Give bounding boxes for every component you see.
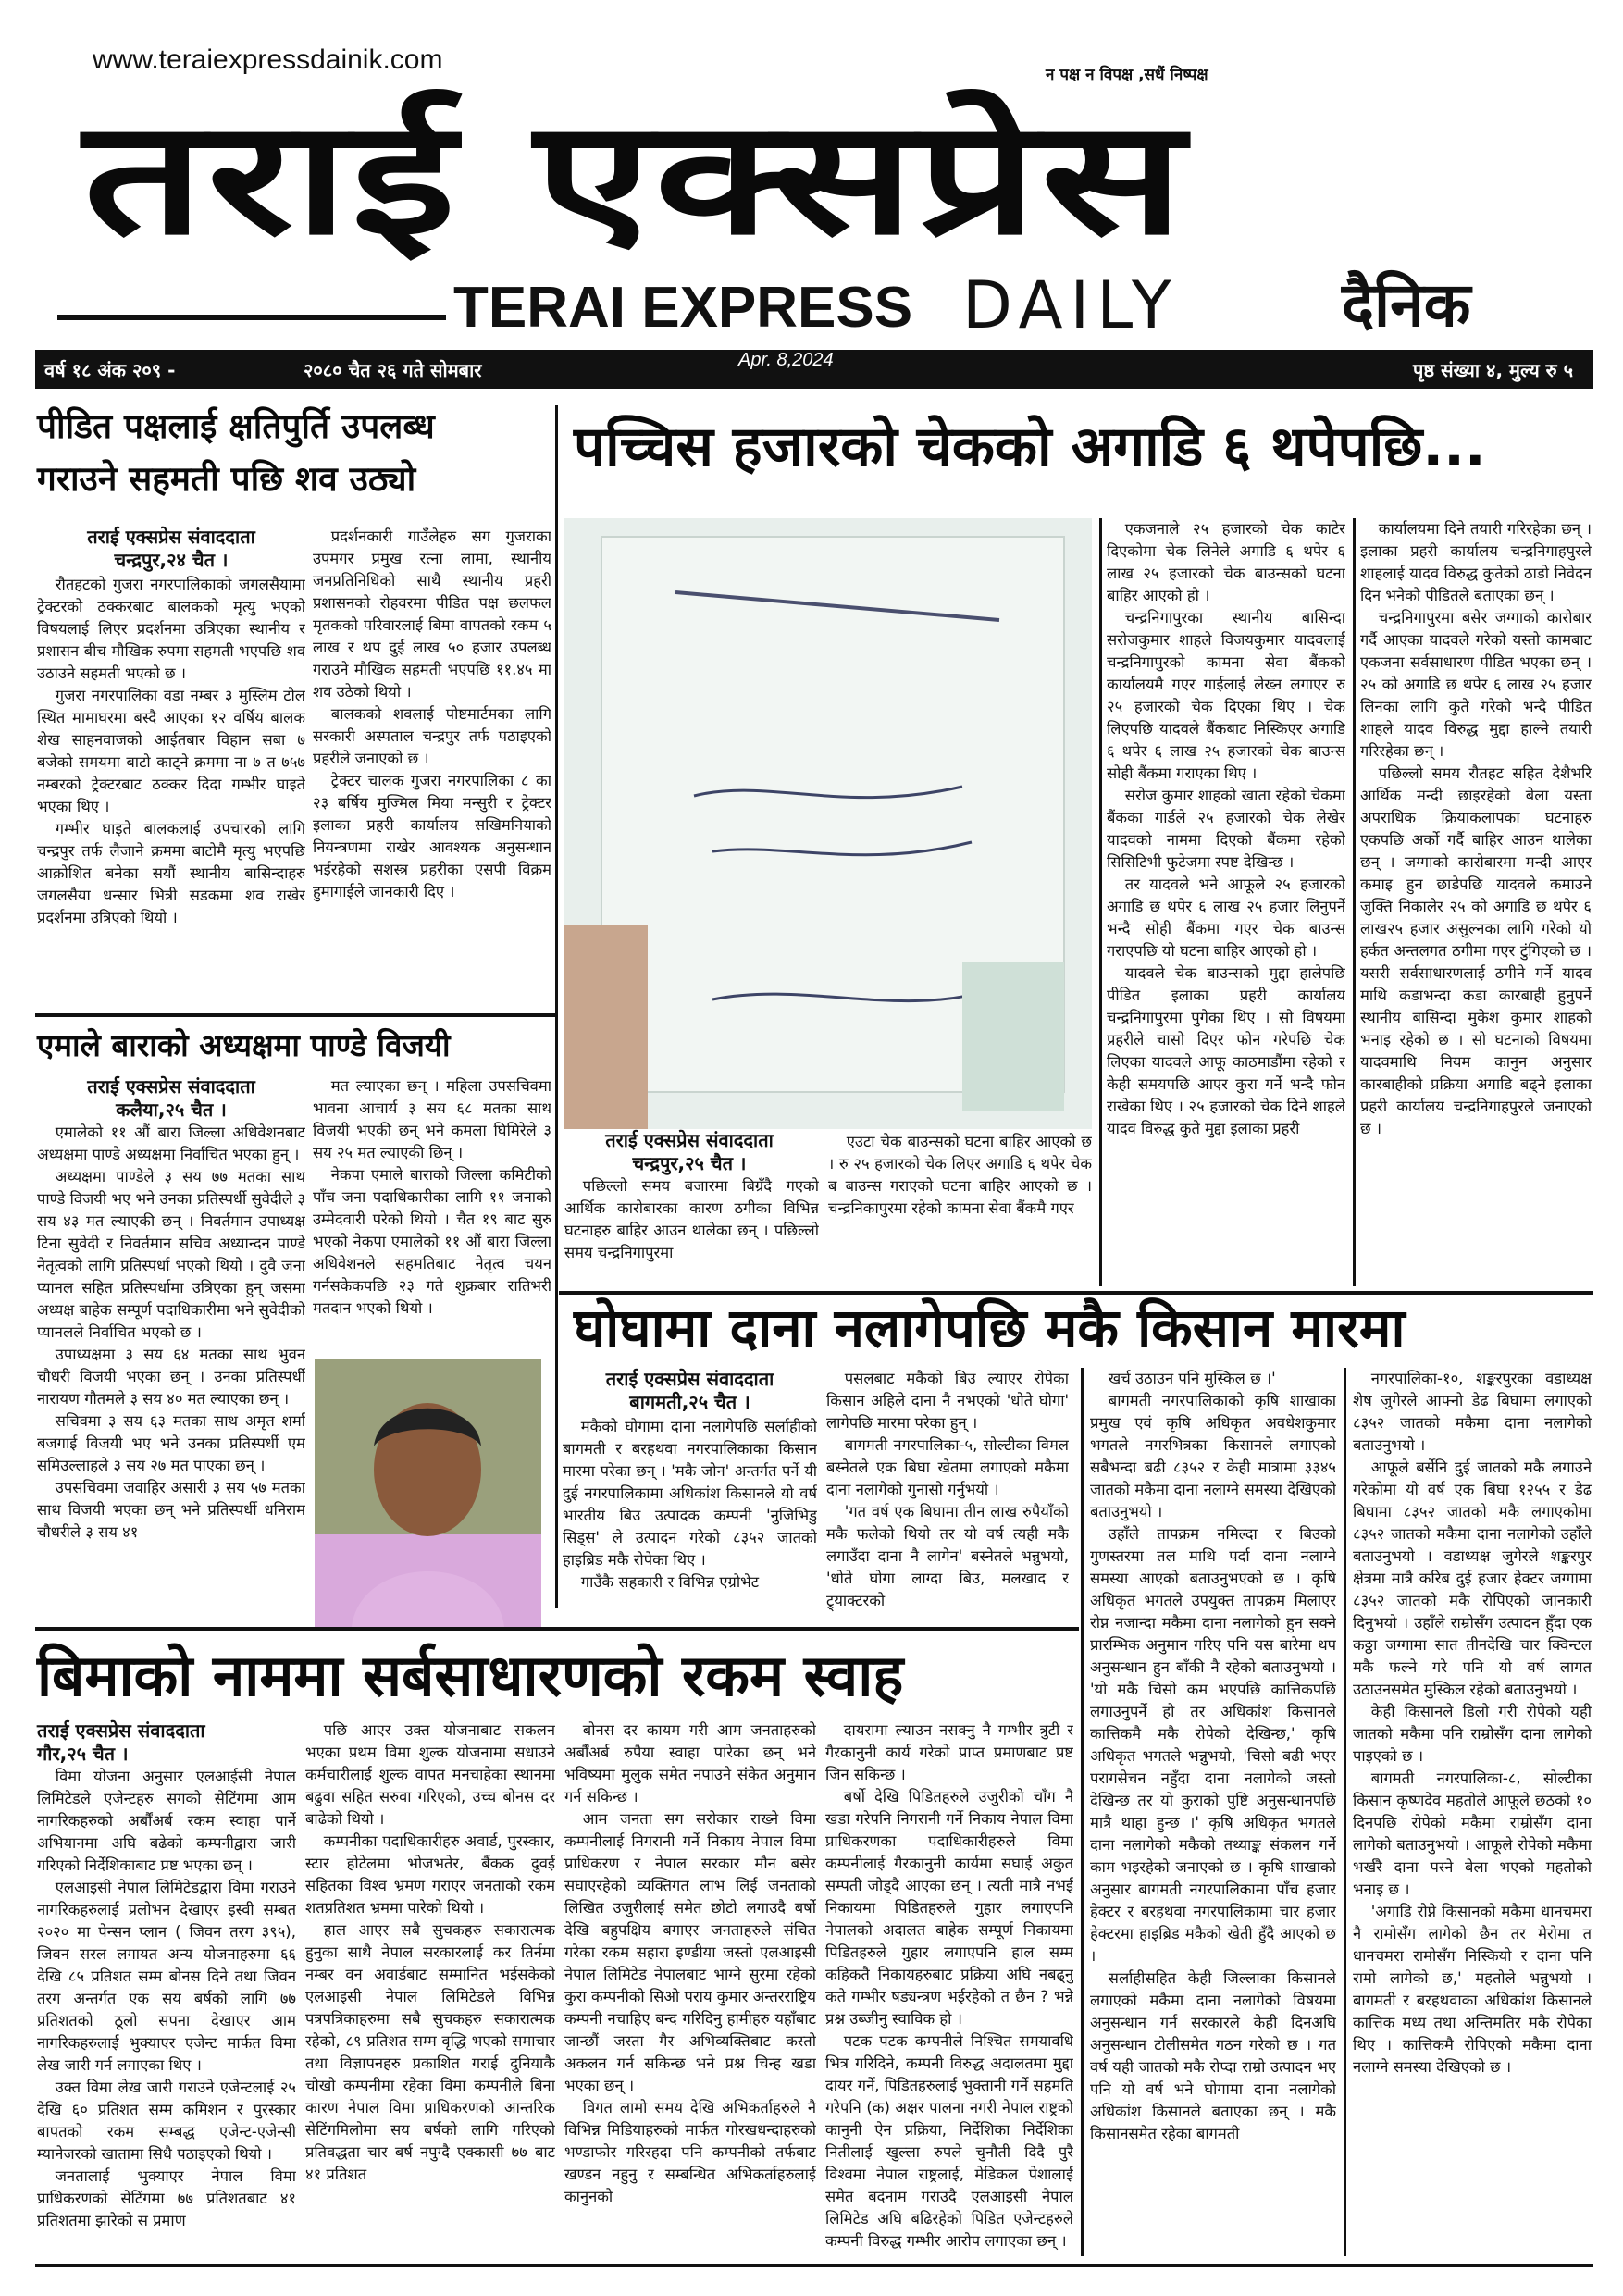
masthead-title: तराई एक्सप्रेस xyxy=(83,87,1187,270)
issue-date-np: २०८० चैत २६ गते सोमबार xyxy=(304,359,482,381)
candidate-photo xyxy=(315,1359,541,1627)
story1-paragraph: गम्भीर घाइते बालकलाई उपचारको लागि चन्द्रपुर तर्फ लैजाने क्रममा बाटोमै मृत्यु भएपछि आक्रोशित बनेका सयौं स्थानीय बासिन्दाहरु जगलसैया धन्सार भित्री सडकमा शव राखेर प्रदर्शनमा उत्रिएको थियो । xyxy=(37,820,305,926)
story4-column-3 xyxy=(1090,1368,1336,2256)
story5-byline xyxy=(37,1719,296,1766)
story4-paragraph: आफूले बर्सेनि दुई जातको मकै लगाउने गरेकोमा यो वर्ष एक बिघा १२५५ र डेढ बिघामा ८३५२ जातको मकै लगाएकोमा ८३५२ जातको मकैमा दाना नलागेको उहाँले बताउनुभयो । वडाध्यक्ष जुगेरले शङ्करपुर क्षेत्रमा मात्रै करिब दुई हजार हेक्टर जग्गामा ८३५२ जातको मकै रोपिएको जानकारी दिनुभयो । उहाँले राम्रोसँग उत्पादन हुँदा एक कठ्ठा जग्गामा सात तीनदेखि चार क्विन्टल मकै फल्ने गरे पनि यो वर्ष लागत उठाउनसमेत मुस्किल रहेको बताउनुभयो । xyxy=(1353,1458,1592,1698)
story1-headline-line1[interactable]: पीडित पक्षलाई क्षतिपुर्ति उपलब्ध xyxy=(37,406,435,446)
story5-paragraph: पछि आएर उक्त योजनाबाट सकलन भएका प्रथम विमा शुल्क योजनामा सधाउने कर्मचारीलाई शुल्क वापत मनचाहेका स्थानमा बढुवा सहित सरुवा गरिएको, उच्च बोनस दर बाढेको थियो । xyxy=(305,1721,555,1828)
story3-byline xyxy=(37,1075,305,1122)
story4-paragraph: 'अगाडि रोप्ने किसानको मकैमा धानचमरा नै रामोसँग लागेको छैन तर मेरोमा त धानचमरा रामोसँग निस्कियो र दाना पनि रामो लागेको छ,' महतोले भन्नुभयो । बागमती र बरहथवाका अधिकांश किसानले कात्तिक मध्य तथा अन्तिमतिर मकै रोपेका थिए । कात्तिकमै रोपिएको मकैमा दाना नलाग्ने समस्या देखिएको छ । xyxy=(1353,1903,1592,2076)
story2-paragraph: सरोज कुमार शाहको खाता रहेको चेकमा बैंकका गार्डले २५ हजारको चेक लेखेर यादवको नाममा दिएको बैंकमा रहेको सिसिटिभी फुटेजमा स्पष्ट देखिन्छ । xyxy=(1107,787,1345,871)
story1-column-1 xyxy=(37,574,305,1009)
story3-paragraph: उपसचिवमा जवाहिर असारी ३ सय ५७ मतका साथ विजयी भएका छन् भने प्रतिस्पर्धी धनिराम चौधरीले ३ सय ४१ xyxy=(37,1479,305,1541)
story4-paragraph: 'गत वर्ष एक बिघामा तीन लाख रुपैयाँको मकै फलेको थियो तर यो वर्ष त्यही मकै लगाउँदा दाना नै लागेन' बस्नेतले भन्नुभयो, 'धोते घोगा लाग्दा बिउ, मलखाद र ट्र्याक्टरको xyxy=(826,1503,1069,1609)
story2-column-3 xyxy=(1107,518,1345,1286)
story5-paragraph: उक्त विमा लेख जारी गराउने एजेन्टलाई २५ देखि ६० प्रतिशत सम्म कमिशन र पुरस्कार बापतको रकम सम्बद्ध एजेन्ट-एजेन्सी म्यानेजरको खातामा सिधै पठाइएको थियो । xyxy=(37,2079,296,2163)
story1-paragraph: प्रदर्शनकारी गाउँलेहरु सग गुजराका उपमगर प्रमुख रत्ना लामा, स्थानीय जनप्रतिनिधिको साथै स्थानीय प्रहरी प्रशासनको रोहवरमा पीडित पक्ष छलफल मृतकको परिवारलाई बिमा वापतको रकम ५ लाख र थप दुई लाख ५० हजार उपलब्ध गराउने मौखिक सहमती भएपछि ११.४५ मा शव उठेको थियो । xyxy=(313,527,551,701)
story1-byline-dateline: चन्द्रपुर,२४ चैत । xyxy=(114,549,229,571)
story5-paragraph: विमा योजना अनुसार एलआईसी नेपाल लिमिटेडले एजेन्टहरु सगको सेटिंगमा आम नागरिकहरुको अर्बौंअर्ब रकम स्वाहा पार्ने अभियानमा अघि बढेको कम्पनीद्वारा जारी गरिएको निर्देशिकाबाट प्रष्ट भएका छन् । xyxy=(37,1768,296,1874)
story5-byline-dateline: गौर,२५ चैत । xyxy=(37,1743,129,1765)
story2-column-4 xyxy=(1360,518,1592,1286)
story5-paragraph: विगत लामो समय देखि अभिकर्ताहरुले नै विभिन्न मिडियाहरुको मार्फत गोरखधन्दाहरुको भण्डाफोर गरिरहदा पनि कम्पनीको तर्फबाट खण्डन नहुनु र सम्बन्धित अभिकर्ताहरुलाई कानुनको xyxy=(564,2099,816,2205)
story4-byline xyxy=(563,1368,817,1414)
masthead-daily: DAILY xyxy=(962,267,1179,343)
story4-paragraph: मकैको घोगामा दाना नलागेपछि सर्लाहीको बागमती र बरहथवा नगरपालिकाका किसान मारमा परेका छन् । 'मकै जोन' अन्तर्गत पर्ने यी दुई नगरपालिकामा अधिकांश किसानले यो वर्ष भारतीय बिउ उत्पादक कम्पनी 'नुजिभिडु सिड्स' ले उत्पादन गरेको ८३५२ जातको हाइब्रिड मकै रोपेका थिए । xyxy=(563,1418,817,1569)
column-divider xyxy=(1099,518,1102,1286)
story2-byline-dateline: चन्द्रपुर,२५ चैत । xyxy=(632,1152,747,1174)
story3-byline-dateline: कलैया,२५ चैत । xyxy=(116,1098,227,1121)
story2-byline-reporter: तराई एक्सप्रेस संवाददाता xyxy=(605,1129,774,1151)
story2-paragraph: चन्द्रनिगापुरका स्थानीय बासिन्दा सरोजकुमार शाहले विजयकुमार यादवलाई चन्द्रनिगापुरको कामना सेवा बैंकको कार्यालयमै गएर गाईलाई लेख्न लगाएर रु २५ हजारको चेक दिएका थिए । चेक लिएपछि यादवले बैंकबाट निस्किएर अगाडि ६ थपेर ६ लाख २५ हजारको चेक बाउन्स सोही बैंकमा गराएका थिए । xyxy=(1107,609,1345,782)
story2-paragraph: यादवले चेक बाउन्सको मुद्दा हालेपछि पीडित इलाका प्रहरी कार्यालय चन्द्रनिगापुरमा पुगेका थिए । सो विषयमा प्रहरीले चासो दिएर फोन गरेपछि चेक लिएका यादवले आफू काठमाडौंमा रहेको र केही समयपछि आएर कुरा गर्ने भन्दै फोन राखेका थिए । २५ हजारको चेक दिने शाहले यादव विरुद्ध कुते मुद्दा इलाका प्रहरी xyxy=(1107,964,1345,1137)
story1-column-2 xyxy=(313,526,551,1009)
story4-paragraph: बागमती नगरपालिकाको कृषि शाखाका प्रमुख एवं कृषि अधिकृत अवधेशकुमार भगतले नगरभित्रका किसानले लगाएको सबैभन्दा बढी ८३५२ र केही मात्रामा ३३४५ जातको मकैमा दाना नलाग्ने समस्या देखिएको बताउनुभयो । xyxy=(1090,1392,1336,1520)
website-url[interactable]: www.teraiexpressdainik.com xyxy=(93,44,443,75)
story2-paragraph: तर यादवले भने आफूले २५ हजारको अगाडि छ थपेर ६ लाख २५ हजार लिनुपर्ने भन्दै सोही बैंकमा गएर चेक बाउन्स गराएपछि यो घटना बाहिर आएको हो । xyxy=(1107,875,1345,960)
story1-paragraph: ट्रेक्टर चालक गुजरा नगरपालिका ८ का २३ बर्षिय मुज्मिल मिया मन्सुरी र ट्रेक्टर इलाका प्रहरी कार्यालय सखिमनियाको नियन्त्रणमा राखेर आवश्यक अनुसन्धान भईरहेको सशस्त्र प्रहरीका एसपी विक्रम हुमागाईले जानकारी दिए । xyxy=(313,772,551,900)
story5-paragraph: एलआइसी नेपाल लिमिटेडद्वारा विमा गराउने नागरिकहरुलाई प्रलोभन देखाएर इस्वी सम्बत २०२० मा पेन्सन प्लान ( जिवन तरग ३९५), जिवन सरल लगायत अन्य योजनाहरुमा ६६ देखि ८५ प्रतिशत सम्म बोनस दिने तथा जिवन तरग अन्तर्गत एक सय बर्षको लागि ७७ प्रतिशतको ठूलो सपना देखाएर आम नागरिकहरुलाई भुक्याएर एजेन्ट मार्फत विमा लेख जारी गर्न लगाएका थिए । xyxy=(37,1879,296,2074)
story5-byline-reporter: तराई एक्सप्रेस संवाददाता xyxy=(37,1719,205,1742)
issue-volume: वर्ष १८ अंक २०९ - xyxy=(44,359,176,381)
story3-byline-reporter: तराई एक्सप्रेस संवाददाता xyxy=(87,1075,255,1098)
story3-paragraph: मत ल्याएका छन् । महिला उपसचिवमा भावना आचार्य ३ सय ६८ मतका साथ विजयी भएकी छन् भने कमला घिमिरेले ३ सय २५ मत ल्याएकी छिन् । xyxy=(313,1077,551,1161)
issue-pages-price: पृष्ठ संख्या ४, मुल्य रु ५ xyxy=(1412,359,1573,381)
story4-paragraph: पसलबाट मकैको बिउ ल्याएर रोपेका किसान अहिले दाना नै नभएको 'धोते घोगा' लागेपछि मारमा परेका हुन् । xyxy=(826,1370,1069,1432)
story5-paragraph: कम्पनीका पदाधिकारीहरु अवार्ड, पुरस्कार, स्टार होटेलमा भोजभतेर, बैंकक दुवई सहितका विश्व भ्रमण गराएर जनताको रकम शतप्रतिशत भ्रममा पारेको थियो । xyxy=(305,1832,555,1917)
column-divider xyxy=(1081,1368,1084,2256)
story3-paragraph: अध्यक्षमा पाण्डेले ३ सय ७७ मतका साथ पाण्डे विजयी भए भने उनका प्रतिस्पर्धी सुवेदीले ३ सय ४३ मत ल्याएकी छन् । निवर्तमान उपाध्यक्ष टिना सुवेदी र निवर्तमान सचिव अध्यान्दन पाण्डे नेतृत्वको लागि प्रतिस्पर्धा भएको थियो । दुवै जना प्यानल सहित प्रतिस्पर्धामा उत्रिएका हुन् जसमा अध्यक्ष बाहेक सम्पूर्ण पदाधिकारीमा भने सुवेदीको प्यानलले निर्वाचित भएको छ । xyxy=(37,1168,305,1341)
story5-column-2 xyxy=(305,1719,555,2256)
story1-paragraph: रौतहटको गुजरा नगरपालिकाको जगलसैयामा ट्रेक्टरको ठक्करबाट बालकको मृत्यु भएको विषयलाई लिएर प्रदर्शनमा उत्रिएका स्थानीय र प्रशासन बीच मौखिक रुपमा सहमती भएपछि शव उठाउने सहमती भएको छ । xyxy=(37,576,305,682)
masthead-title-en: TERAI EXPRESS xyxy=(453,276,913,340)
story3-paragraph: एमालेको ११ औं बारा जिल्ला अधिवेशनबाट अध्यक्षमा पाण्डे अध्यक्षमा निर्वाचित भएका हुन् । xyxy=(37,1123,305,1163)
story5-headline[interactable]: बिमाको नाममा सर्बसाधारणको रकम स्वाह xyxy=(37,1642,904,1709)
story4-paragraph: बागमती नगरपालिका-८, सोल्टीका किसान कृष्णदेव महतोले आफूले छठको १० दिनपछि रोपेको मकैमा राम्रोसँग दाना लागेको बताउनुभयो । आफूले रोपेको मकैमा भर्खरै दाना पस्ने बेला भएको महतोको भनाइ छ । xyxy=(1353,1769,1592,1898)
story3-headline[interactable]: एमाले बाराको अध्यक्षमा पाण्डे विजयी xyxy=(37,1027,451,1063)
story5-column-4 xyxy=(825,1719,1073,2256)
story1-byline-reporter: तराई एक्सप्रेस संवाददाता xyxy=(87,526,255,548)
column-divider xyxy=(1344,1368,1346,2256)
story1-byline xyxy=(37,526,305,572)
story3-column-1 xyxy=(37,1122,305,1629)
story4-byline-dateline: बागमती,२५ चैत । xyxy=(629,1391,750,1413)
story3-paragraph: सचिवमा ३ सय ६३ मतका साथ अमृत शर्मा बजगाई विजयी भए भने उनका प्रतिस्पर्धी एम समिउल्लाहले ३ सय २७ मत पाएका छन् । xyxy=(37,1412,305,1474)
story4-paragraph: उहाँले तापक्रम नमिल्दा र बिउको गुणस्तरमा तल माथि पर्दा दाना नलाग्ने समस्या आएको बताउनुभएको छ । कृषि अधिकृत भगतले उपयुक्त तापक्रम मिलाएर रोप्न नजान्दा मकैमा दाना नलागेको हुन सक्ने प्रारम्भिक अनुमान गरिए पनि यस बारेमा थप अनुसन्धान हुन बाँकी नै रहेको बताउनुभयो । 'यो मकै चिसो कम भएपछि कात्तिकपछि लगाउनुपर्ने हो तर अधिकांश किसानले कात्तिकमै मकै रोपेको देखिन्छ,' कृषि अधिकृत भगतले भन्नुभयो, 'चिसो बढी भएर परागसेचन नहुँदा दाना नलागेको जस्तो देखिन्छ तर यो कुराको पुष्टि अनुसन्धानपछि मात्रै थाहा हुन्छ ।' कृषि अधिकृत भगतले दाना नलागेको मकैको तथ्याङ्क संकलन गर्ने काम भइरहेको जनाएको छ । कृषि शाखाको अनुसार बागमती नगरपालिकामा पाँच हजार हेक्टर र बरहथवा नगरपालिकामा चार हजार हेक्टरमा हाइब्रिड मकैको खेती हुँदै आएको छ । xyxy=(1090,1525,1336,1965)
story1-paragraph: बालकको शवलाई पोष्टमार्टमका लागि सरकारी अस्पताल चन्द्रपुर तर्फ पठाइएको प्रहरीले जनाएको छ । xyxy=(313,705,551,767)
story4-paragraph: केही किसानले डिलो गरी रोपेको यही जातको मकैमा पनि राम्रोसँग दाना लागेको पाइएको छ । xyxy=(1353,1703,1592,1765)
story2-paragraph: पछिल्लो समय बजारमा बिग्रँदै गएको आर्थिक कारोबारका कारण ठगीका विभिन्न घटनाहरु बाहिर आउन थालेका छन् । पछिल्लो समय चन्द्रनिगापुरमा xyxy=(564,1177,819,1261)
story5-column-1 xyxy=(37,1766,296,2256)
issue-date-en: Apr. 8,2024 xyxy=(738,350,834,370)
story2-paragraph: एउटा चेक बाउन्सको घटना बाहिर आएको छ । रु २५ हजारको चेक लिएर अगाडि ६ थपेर चेक ब बाउन्स गराएको घटना बाहिर आएको छ । चन्द्रनिकापुरमा रहेको कामना सेवा बैंकमै गएर xyxy=(828,1133,1092,1217)
story5-paragraph: बोनस दर कायम गरी आम जनताहरुको अर्बौंअर्ब रुपैया स्वाहा पारेका छन् भने भविष्यमा मुलुक समेत नपाउने संकेत अनुमान गर्न सकिन्छ । xyxy=(564,1721,816,1806)
story5-paragraph: दायरामा ल्याउन नसक्नु नै गम्भीर त्रुटी र गैरकानुनी कार्य गरेको प्राप्त प्रमाणबाट प्रष्ट जिन सकिन्छ । xyxy=(825,1721,1073,1783)
story1-paragraph: गुजरा नगरपालिका वडा नम्बर ३ मुस्लिम टोल स्थित मामाघरमा बस्दै आएका १२ वर्षिय बालक शेख साहनवाजको आईतबार विहान सबा ७ बजेको समयमा बाटो काट्ने क्रममा ना ७ त ७५७ नम्बरको ट्रेक्टरबाट ठक्कर दिदा गम्भीर घाइते भएका थिए । xyxy=(37,687,305,815)
masthead-rule xyxy=(57,315,446,320)
story2-lead-2 xyxy=(828,1131,1092,1286)
masthead-slogan: न पक्ष न विपक्ष ,सधैं निष्पक्ष xyxy=(1046,66,1208,84)
story2-paragraph: कार्यालयमा दिने तयारी गरिरहेका छन् । इलाका प्रहरी कार्यालय चन्द्रनिगाहपुरले शाहलाई यादव विरुद्ध कुतेको ठाडो निवेदन दिन भनेको पीडितले बताएका छन् । xyxy=(1360,520,1592,604)
column-divider xyxy=(555,405,558,1608)
column-divider xyxy=(1353,518,1356,1286)
story2-paragraph: एकजनाले २५ हजारको चेक काटेर दिएकोमा चेक लिनेले अगाडि ६ थपेर ६ लाख २५ हजारको चेक बाउन्सको घटना बाहिर आएको हो । xyxy=(1107,520,1345,604)
story2-headline[interactable]: पच्चिस हजारको चेकको अगाडि ६ थपेपछि... xyxy=(574,415,1486,479)
section-rule xyxy=(35,1627,1079,1631)
story5-paragraph: जनतालाई भुक्याएर नेपाल विमा प्राधिकरणको सेटिंगमा ७७ प्रतिशतबाट ४१ प्रतिशतमा झारेको स प्रमाण xyxy=(37,2167,296,2229)
candidate-portrait xyxy=(315,1359,541,1627)
masthead-dainik: दैनिक xyxy=(1342,269,1471,341)
story3-paragraph: नेकपा एमाले बाराको जिल्ला कमिटीको पाँच जना पदाधिकारीका लागि ११ जनाको उम्मेदवारी परेको थियो । चैत १९ बाट सुरु भएको नेकपा एमालेको ११ औं बारा जिल्ला अधिवेशनले सहमतिबाट नेतृत्व चयन गर्नसकेकपछि २३ गते शुक्रबार रातिभरी मतदान भएको थियो । xyxy=(313,1166,551,1317)
cheque-illustration xyxy=(564,518,1092,1129)
story4-column-4 xyxy=(1353,1368,1592,2256)
story4-paragraph: बागमती नगरपालिका-५, सोल्टीका विमल बस्नेतले एक बिघा खेतमा लगाएको मकैमा दाना नलागेको गुनासो गर्नुभयो । xyxy=(826,1436,1069,1498)
story2-paragraph: चन्द्रनिगापुरमा बसेर जग्गाको कारोबार गर्दै आएका यादवले गरेको यस्तो कामबाट एकजना सर्वसाधारण पीडित भएका छन् । २५ को अगाडि छ थपेर ६ लाख २५ हजार लिनका लागि कुते गरेको भन्दै पीडित शाहले यादव विरुद्ध मुद्दा हाल्ने तयारी गरिरहेका छन् । xyxy=(1360,609,1592,760)
story4-paragraph: गाउँकै सहकारी र विभिन्न एग्रोभेट xyxy=(580,1573,760,1591)
story5-column-3 xyxy=(564,1719,816,2256)
story1-headline-line2[interactable]: गराउने सहमती पछि शव उठ्यो xyxy=(37,459,416,499)
cheque-photo xyxy=(564,518,1092,1129)
story2-paragraph: पछिल्लो समय रौतहट सहित देशैभरि आर्थिक मन्दी छाइरहेको बेला यस्ता अपराधिक क्रियाकलापका घटनाहरु एकपछि अर्को गर्दै बाहिर आउन थालेका छन् । जग्गाको कारोबारमा मन्दी आएर कमाइ हुन छाडेपछि यादवले कमाउने जुक्ति निकालेर २५ को अगाडि छ थपेर ६ लाख२५ हजार असुल्नका लागि गरेको यो हर्कत अन्तलगत ठगीमा गएर टुंगिएको छ । यसरी सर्वसाधारणलाई ठगीने गर्ने यादव माथि कडाभन्दा कडा कारबाही हुनुपर्ने स्थानीय बासिन्दा मुकेश कुमार शाहको भनाइ रहेको छ । सो घटनाको विषयमा यादवमाथि नियम कानुन अनुसार कारबाहीको प्रक्रिया अगाडि बढ्ने इलाका प्रहरी कार्यालय चन्द्रनिगाहपुरले जनाएको छ । xyxy=(1360,764,1592,1137)
story4-column-2 xyxy=(826,1368,1069,1612)
story5-paragraph: बर्षो देखि पिडितहरुले उजुरीको चाँग नै खडा गरेपनि निगरानी गर्ने निकाय नेपाल विमा प्राधिकरणका पदाधिकारीहरुले विमा कम्पनीलाई गैरकानुनी कार्यमा सघाई अकुत सम्पती जोड्दै आएका छन् । त्यती मात्रै नभई निकायमा पिडितहरुले गुहार लगाएपनि नेपालको अदालत बाहेक सम्पूर्ण निकायमा पिडितहरुले गुहार लगाएपनि हाल सम्म कहिकतै निकायहरुबाट प्रक्रिया अघि नबढ्नु कते गम्भीर षड्यन्त्रण भईरहेको त छैन ? भन्ने प्रश्न उब्जीनु स्वाविक हो । xyxy=(825,1788,1073,2028)
story2-byline xyxy=(564,1129,814,1175)
story3-column-2 xyxy=(313,1075,551,1353)
story4-headline[interactable]: घोघामा दाना नलागेपछि मकै किसान मारमा xyxy=(574,1297,1406,1359)
footer-rule xyxy=(35,2264,1593,2267)
section-rule xyxy=(35,1013,555,1017)
story3-paragraph: उपाध्यक्षमा ३ सय ६४ मतका साथ भुवन चौधरी विजयी भएका छन् । उनका प्रतिस्पर्धी नारायण गौतमले ३ सय ४० मत ल्याएका छन् । xyxy=(37,1346,305,1408)
story4-byline-reporter: तराई एक्सप्रेस संवाददाता xyxy=(605,1368,774,1390)
story4-column-1 xyxy=(563,1416,817,1612)
story2-lead-1 xyxy=(564,1175,819,1286)
story4-paragraph: सर्लाहीसहित केही जिल्लाका किसानले लगाएको मकैमा दाना नलागेको विषयमा अनुसन्धान गर्न सरकारले केही दिनअघि अनुसन्धान टोलीसमेत गठन गरेको छ । गत वर्ष यही जातको मकै रोप्दा राम्रो उत्पादन भए पनि यो वर्ष भने घोगामा दाना नलागेको अधिकांश किसानले बताएका छन् । मकै किसानसमेत रहेका बागमती xyxy=(1090,1969,1336,2142)
story4-paragraph: नगरपालिका-१०, शङ्करपुरका वडाध्यक्ष शेष जुगेरले आफ्नो डेढ बिघामा लगाएको ८३५२ जातको मकैमा दाना नलागेको बताउनुभयो । xyxy=(1353,1370,1592,1454)
issue-info-bar xyxy=(35,350,1593,389)
story4-paragraph: खर्च उठाउन पनि मुस्किल छ ।' xyxy=(1108,1370,1276,1387)
story5-paragraph: आम जनता सग सरोकार राख्ने विमा कम्पनीलाई निगरानी गर्ने निकाय नेपाल विमा प्राधिकरण र नेपाल सरकार मौन बसेर सघाएरहेको व्यक्तिगत लाभ लिई जनताको लिखित उजुरीलाई समेत छोटो लगाउदै बर्षो देखि बहुपक्षिय बगाएर जनताहरुले संचित गरेका रकम सहारा इण्डीया जस्तो एलआइसी नेपाल लिमिटेड नेपालबाट भाग्ने सुरमा रहेको कुरा कम्पनीको सिओ पराय कुमार अन्तरराष्ट्रिय कम्पनी नचाहिए बन्द गरिदिनु हामीहरु यहाँबाट जान्छौं जस्ता गैर अभिव्यक्तिबाट कस्तो अकलन गर्न सकिन्छ भने प्रश्न चिन्ह खडा भएका छन् । xyxy=(564,1810,816,2094)
story5-paragraph: पटक पटक कम्पनीले निश्चित समयावधि भित्र गरिदिने, कम्पनी विरुद्ध अदालतमा मुद्दा दायर गर्ने, पिडितहरुलाई भुक्तानी गर्ने सहमति गरेपनि (क) अक्षर पालना नगरी नेपाल राष्ट्रको कानुनी ऐन प्रक्रिया, निर्देशिका निर्देशिका नितीलाई खुल्ला रुपले चुनौती दिदै पुरै विश्वमा नेपाल राष्ट्रलाई, मेडिकल पेशालाई समेत बदनाम गराउदै एलआइसी नेपाल लिमिटेड अघि बढिरहेको पिडित एजेन्टहरुले कम्पनी विरुद्ध गम्भीर आरोप लगाएका छन् । xyxy=(825,2032,1073,2250)
story5-paragraph: हाल आएर सबै सुचकहरु सकारात्मक हुनुका साथै नेपाल सरकारलाई कर तिर्नमा नम्बर वन अवार्डबाट सम्मानित भईसकेको एलआइसी नेपाल लिमिटेडले विभिन्न पत्रपत्रिकाहरुमा सबै सुचकहरु सकारात्मक रहेको, ८९ प्रतिशत सम्म वृद्धि भएको समाचार तथा विज्ञापनहरु प्रकाशित गराई दुनियाकै चोखो कम्पनीमा रहेका विमा कम्पनीले बिना कारण नेपाल विमा प्राधिकरणको आन्तरिक सेटिंगमिलोमा सय बर्षको लागि गरिएको प्रतिवद्धता चार बर्ष नपुग्दै एक्कासी ७७ बाट ४१ प्रतिशत xyxy=(305,1921,555,2183)
